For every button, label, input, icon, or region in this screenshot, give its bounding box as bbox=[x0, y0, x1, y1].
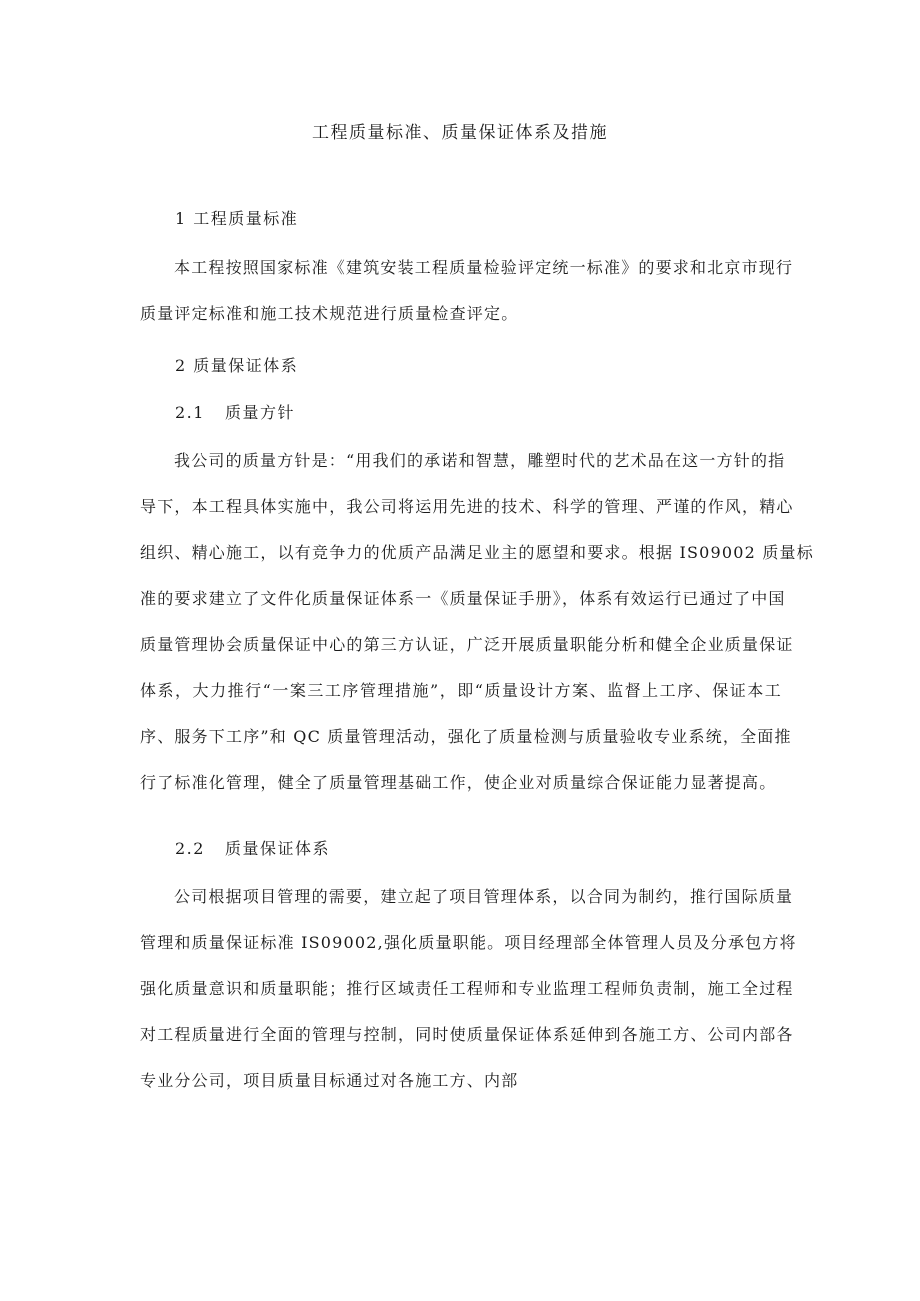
section-heading-1: 1 工程质量标准 bbox=[175, 209, 299, 228]
paragraph-line: 管理和质量保证标准 IS09002,强化质量职能。项目经理部全体管理人员及分承包方将 bbox=[140, 933, 797, 952]
paragraph-2-2 bbox=[140, 874, 797, 1104]
paragraph-line: 行了标准化管理，健全了质量管理基础工作，使企业对质量综合保证能力显著提高。 bbox=[140, 773, 777, 792]
paragraph-line: 公司根据项目管理的需要，建立起了项目管理体系，以合同为制约，推行国际质量 bbox=[174, 887, 794, 906]
subsection-heading-2-2 bbox=[175, 836, 330, 859]
paragraph-line: 强化质量意识和质量职能；推行区域责任工程师和专业监理工程师负责制，施工全过程 bbox=[140, 979, 794, 998]
document-title: 工程质量标准、质量保证体系及措施 bbox=[312, 123, 608, 143]
paragraph-line: 导下，本工程具体实施中，我公司将运用先进的技术、科学的管理、严谨的作风，精心 bbox=[140, 497, 794, 516]
paragraph-2-1 bbox=[140, 438, 814, 806]
paragraph-line: 体系，大力推行“一案三工序管理措施”，即“质量设计方案、监督上工序、保证本工 bbox=[140, 681, 782, 700]
paragraph-line: 我公司的质量方针是：“用我们的承诺和智慧，雕塑时代的艺术品在这一方针的指 bbox=[174, 451, 786, 470]
paragraph-line: 本工程按照国家标准《建筑安装工程质量检验评定统一标准》的要求和北京市现行 bbox=[174, 258, 794, 277]
paragraph-line: 专业分公司，项目质量目标通过对各施工方、内部 bbox=[140, 1071, 519, 1090]
paragraph-line: 对工程质量进行全面的管理与控制，同时使质量保证体系延伸到各施工方、公司内部各 bbox=[140, 1025, 794, 1044]
subsection-number: 2.1 bbox=[175, 403, 205, 422]
paragraph-1 bbox=[140, 245, 794, 337]
subsection-heading-2-1 bbox=[175, 400, 295, 423]
section-heading-2: 2 质量保证体系 bbox=[175, 356, 299, 375]
subsection-title: 质量保证体系 bbox=[225, 839, 331, 858]
paragraph-line: 质量评定标准和施工技术规范进行质量检查评定。 bbox=[140, 304, 519, 323]
subsection-title: 质量方针 bbox=[225, 403, 296, 422]
paragraph-line: 质量管理协会质量保证中心的第三方认证，广泛开展质量职能分析和健全企业质量保证 bbox=[140, 635, 794, 654]
paragraph-line: 组织、精心施工，以有竞争力的优质产品满足业主的愿望和要求。根据 IS09002 质量标 bbox=[140, 543, 814, 562]
paragraph-line: 序、服务下工序”和 QC 质量管理活动，强化了质量检测与质量验收专业系统，全面推 bbox=[140, 727, 792, 746]
paragraph-line: 准的要求建立了文件化质量保证体系一《质量保证手册》，体系有效运行已通过了中国 bbox=[140, 589, 786, 608]
subsection-number: 2.2 bbox=[175, 839, 205, 858]
